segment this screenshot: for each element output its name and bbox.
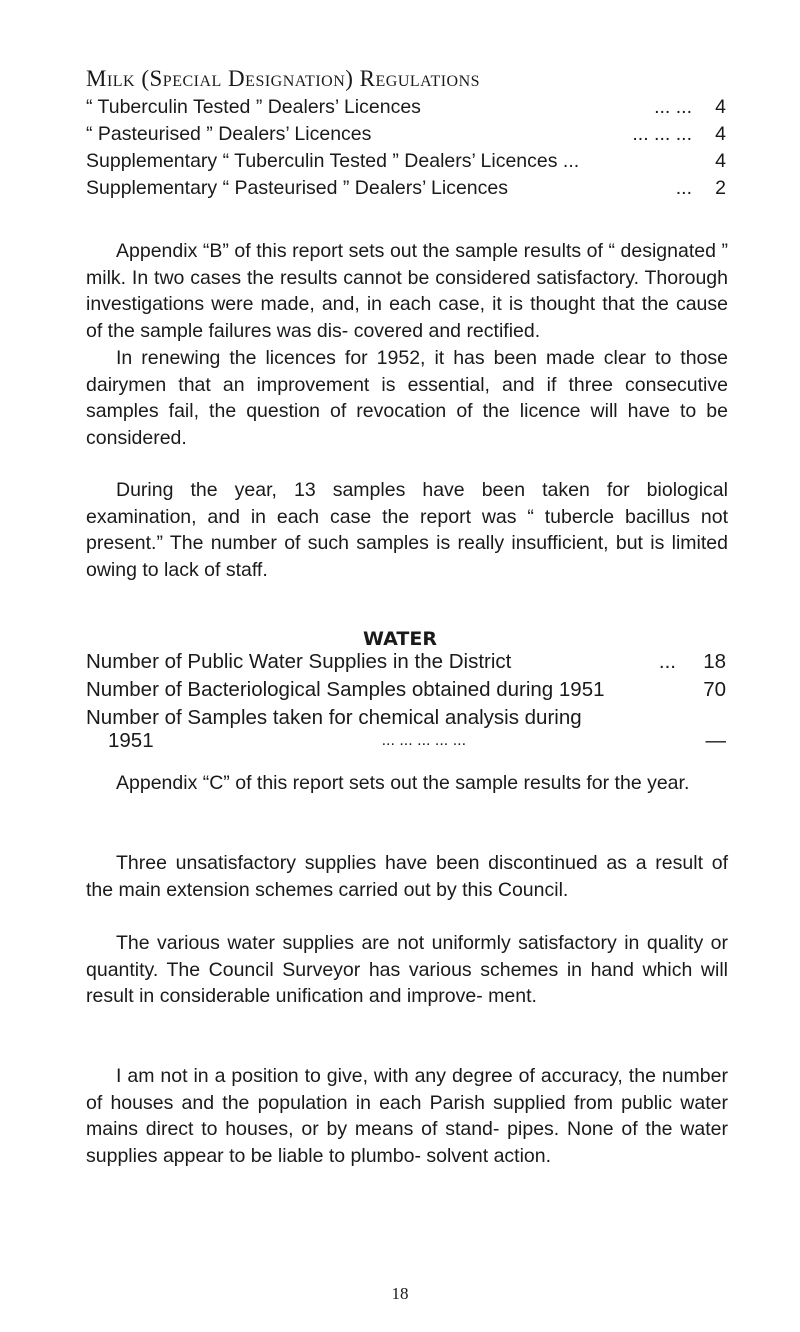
water-figure-value: 70 [703,678,726,701]
leader-dots [676,676,694,704]
water-figure-label: Number of Public Water Supplies in the District [86,650,512,673]
licence-count: 2 [715,177,726,199]
paragraph-biological-samples: During the year, 13 samples have been taken for biological examination, and in each case the report was “ tubercle bacillus not present.” The number of such samples is really insufficient, but is limited owing to lack of staff. [86,479,728,581]
water-figures-list [86,648,726,755]
water-figure-label: Number of Bacteriological Samples obtained during 1951 [86,678,605,701]
section-heading-water: WATER [363,628,437,650]
leader-dots: ... ... [654,96,692,118]
licence-count: 4 [715,123,726,145]
licence-count: 4 [715,150,726,172]
water-figure-row [86,727,726,755]
paragraph-water-quality: The various water supplies are not uniformly satisfactory in quality or quantity. The Council Surveyor has various schemes in hand which will result in considerable unification and improve- ment. [86,932,728,1007]
water-figure-value: — [705,729,726,752]
licence-label: “ Tuberculin Tested ” Dealers’ Licences [86,96,421,118]
licence-label: Supplementary “ Tuberculin Tested ” Dealers’ Licences ... [86,150,580,172]
licence-row [86,121,726,148]
water-figure-value: 18 [703,650,726,673]
section-heading-milk: Milk (Special Designation) Regulations [86,66,481,91]
licence-label: Supplementary “ Pasteurised ” Dealers’ Licences [86,177,508,199]
paragraph-unsatisfactory-supplies: Three unsatisfactory supplies have been discontinued as a result of the main extension schemes carried out by this Council. [86,852,728,901]
water-figure-label: Number of Samples taken for chemical analysis during [86,706,582,729]
leader-dots: ... [658,650,676,673]
water-figure-year: 1951 [108,729,154,752]
water-figure-row [86,648,726,676]
paragraph-appendix-b: Appendix “B” of this report sets out the sample results of “ designated ” milk. In two cases the results cannot be considered satisfactory. Thorough investigations were made, and, in each case, it is thought that the cause of the sample failures was dis- covered and rectified. [86,240,728,342]
paragraph-appendix-c: Appendix “C” of this report sets out the sample results for the year. [116,772,690,794]
leader-dots: ... ... ... [632,123,692,145]
licence-label: “ Pasteurised ” Dealers’ Licences [86,123,372,145]
licences-list [86,94,726,202]
licence-row [86,175,726,202]
leader-dots [608,148,706,175]
licence-row [86,94,726,121]
leader-dots: ... [675,177,692,199]
paragraph-licence-renewal: In renewing the licences for 1952, it has been made clear to those dairymen that an improvement is essential, and if three consecutive samples fail, the question of revocation of the licence will have to be considered. [86,347,728,449]
water-figure-row [86,676,726,704]
licence-row [86,148,726,175]
paragraph-population-supply: I am not in a position to give, with any degree of accuracy, the number of houses and the population in each Parish supplied from public water mains direct to houses, or by means of stand- pipes. None of the water supplies appear to be liable to plumbo- solvent action. [86,1065,728,1167]
leader-dots: ... ... ... ... ... [381,732,467,749]
page-number: 18 [391,1284,409,1303]
licence-count: 4 [715,96,726,118]
